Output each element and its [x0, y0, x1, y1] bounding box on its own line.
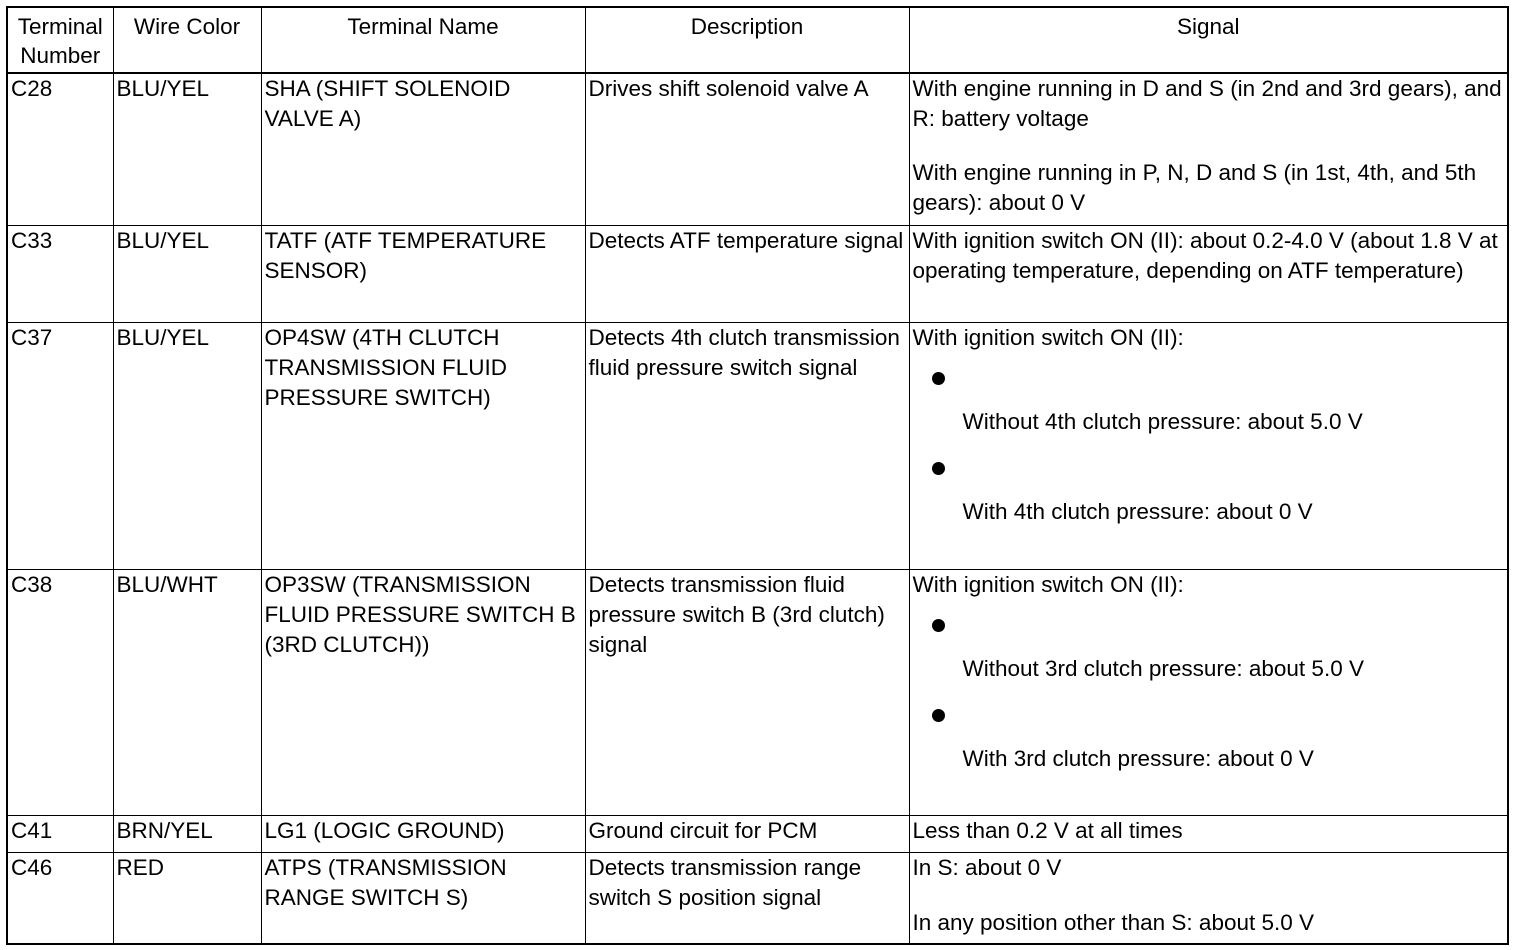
- terminal-name: ATPS (TRANSMISSION RANGE SWITCH S): [261, 852, 585, 944]
- bullet-text: With 3rd clutch pressure: about 0 V: [962, 745, 1314, 771]
- header-row: [7, 7, 1508, 73]
- wire-color: BLU/WHT: [113, 569, 261, 815]
- signal-line: In S: about 0 V: [912, 854, 1062, 880]
- table-row-c41: [7, 815, 1508, 852]
- signal-intro: With ignition switch ON (II):: [912, 571, 1184, 597]
- terminal-number: C28: [7, 73, 113, 225]
- terminal-number: C37: [7, 322, 113, 569]
- table-row-c46: [7, 852, 1508, 944]
- terminal-name: OP3SW (TRANSMISSION FLUID PRESSURE SWITCH B (3RD CLUTCH)): [261, 569, 585, 815]
- terminal-number: C38: [7, 569, 113, 815]
- description: Detects 4th clutch transmission fluid pressure switch signal: [585, 322, 909, 569]
- table-row-c37: [7, 322, 1508, 569]
- header-description: Description: [585, 7, 909, 73]
- bullet-item: [913, 453, 1505, 483]
- signal-line: In any position other than S: about 5.0 V: [912, 909, 1315, 935]
- bullet-dot-icon: [932, 462, 945, 475]
- header-terminal-number-line2: Number: [20, 43, 101, 68]
- signal-line: With ignition switch ON (II): about 0.2-4.0 V (about 1.8 V at operating temperature, depending on ATF temperature): [912, 227, 1498, 283]
- wire-color: BLU/YEL: [113, 73, 261, 225]
- signal-line: With engine running in P, N, D and S (in 1st, 4th, and 5th gears): about 0 V: [912, 160, 1477, 215]
- terminal-name: TATF (ATF TEMPERATURE SENSOR): [261, 225, 585, 322]
- terminal-number: C46: [7, 852, 113, 944]
- signal-intro: With ignition switch ON (II):: [912, 324, 1184, 350]
- bullet-text: Without 3rd clutch pressure: about 5.0 V: [962, 655, 1364, 681]
- header-terminal-number: [7, 7, 113, 73]
- terminal-number: C41: [7, 815, 113, 852]
- bullet-item: [913, 700, 1505, 730]
- bullet-text: With 4th clutch pressure: about 0 V: [962, 498, 1313, 524]
- description: Ground circuit for PCM: [585, 815, 909, 852]
- signal: [909, 225, 1508, 322]
- description: Detects ATF temperature signal: [585, 225, 909, 322]
- header-signal: Signal: [909, 7, 1508, 73]
- bullet-text: Without 4th clutch pressure: about 5.0 V: [962, 408, 1363, 434]
- terminal-table: [6, 6, 1509, 945]
- table-row-c38: [7, 569, 1508, 815]
- signal-line: Less than 0.2 V at all times: [912, 817, 1183, 843]
- description: Detects transmission fluid pressure switch B (3rd clutch) signal: [585, 569, 909, 815]
- bullet-item: [913, 610, 1505, 640]
- terminal-name: SHA (SHIFT SOLENOID VALVE A): [261, 73, 585, 225]
- terminal-number: C33: [7, 225, 113, 322]
- terminal-name: OP4SW (4TH CLUTCH TRANSMISSION FLUID PRESSURE SWITCH): [261, 322, 585, 569]
- wire-color: BLU/YEL: [113, 225, 261, 322]
- wire-color: BRN/YEL: [113, 815, 261, 852]
- description: Detects transmission range switch S position signal: [585, 852, 909, 944]
- bullet-dot-icon: [932, 709, 945, 722]
- signal: [909, 815, 1508, 852]
- signal: [909, 73, 1508, 225]
- description: Drives shift solenoid valve A: [585, 73, 909, 225]
- terminal-name: LG1 (LOGIC GROUND): [261, 815, 585, 852]
- signal: [909, 322, 1508, 569]
- bullet-dot-icon: [932, 619, 945, 632]
- header-terminal-number-line1: Terminal: [17, 14, 103, 39]
- signal: [909, 852, 1508, 944]
- header-terminal-name: Terminal Name: [261, 7, 585, 73]
- signal: [909, 569, 1508, 815]
- table-row-c28: [7, 73, 1508, 225]
- bullet-item: [913, 363, 1505, 393]
- signal-line: With engine running in D and S (in 2nd and 3rd gears), and R: battery voltage: [912, 76, 1502, 131]
- table-row-c33: [7, 225, 1508, 322]
- wire-color: BLU/YEL: [113, 322, 261, 569]
- bullet-dot-icon: [932, 372, 945, 385]
- header-wire-color: Wire Color: [113, 7, 261, 73]
- wire-color: RED: [113, 852, 261, 944]
